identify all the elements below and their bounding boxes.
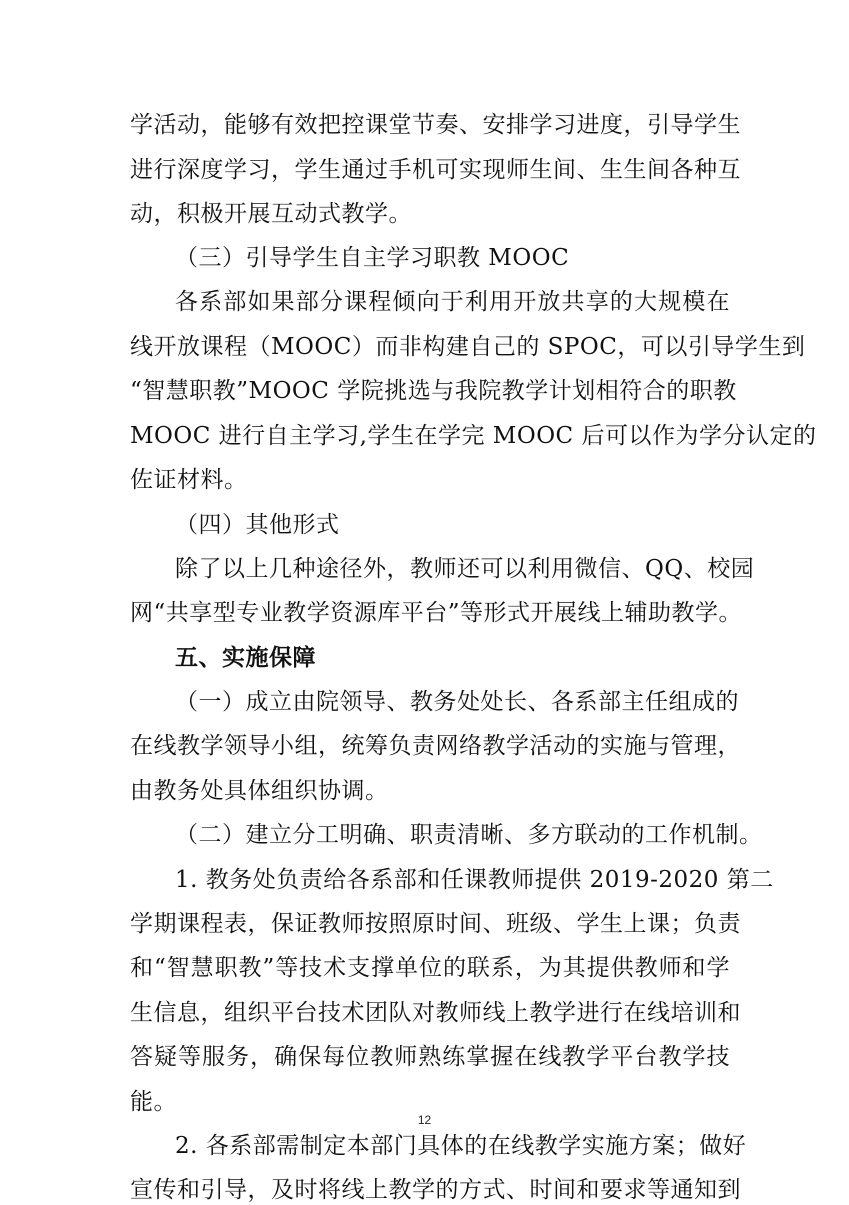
body-text-line: MOOC 进行自主学习,学生在学完 MOOC 后可以作为学分认定的 <box>130 423 817 449</box>
body-text-line: 在线教学领导小组，统筹负责网络教学活动的实施与管理， <box>130 733 741 759</box>
body-text-line: 佐证材料。 <box>130 467 248 493</box>
body-text-line: 除了以上几种途径外，教师还可以利用微信、QQ、校园 <box>175 556 755 582</box>
body-text-line: （二）建立分工明确、职责清晰、多方联动的工作机制。 <box>175 822 763 848</box>
body-text-line: 宣传和引导，及时将线上教学的方式、时间和要求等通知到 <box>130 1177 741 1203</box>
body-text-line: 进行深度学习，学生通过手机可实现师生间、生生间各种互 <box>130 157 741 183</box>
body-text-line: 生信息，组织平台技术团队对教师线上教学进行在线培训和 <box>130 1000 741 1026</box>
body-text-line: 和“智慧职教”等技术支撑单位的联系，为其提供教师和学 <box>130 955 730 981</box>
body-text-line: “智慧职教”MOOC 学院挑选与我院教学计划相符合的职教 <box>130 378 737 404</box>
section-heading: 五、实施保障 <box>175 645 316 671</box>
body-text-line: 线开放课程（MOOC）而非构建自己的 SPOC，可以引导学生到 <box>130 334 806 360</box>
body-text-line: 1. 教务处负责给各系部和任课教师提供 2019-2020 第二 <box>175 867 774 893</box>
body-text-line: （一）成立由院领导、教务处处长、各系部主任组成的 <box>175 689 739 715</box>
body-text-line: 学期课程表，保证教师按照原时间、班级、学生上课；负责 <box>130 911 741 937</box>
body-text-line: 学活动，能够有效把控课堂节奏、安排学习进度，引导学生 <box>130 112 741 138</box>
body-text-line: 2. 各系部需制定本部门具体的在线教学实施方案；做好 <box>175 1133 747 1159</box>
section-subheading: （三）引导学生自主学习职教 MOOC <box>175 245 570 271</box>
page-number: 12 <box>417 1113 432 1127</box>
body-text-line: 能。 <box>130 1089 177 1115</box>
body-text-line: 各系部如果部分课程倾向于利用开放共享的大规模在 <box>175 289 730 315</box>
section-subheading: （四）其他形式 <box>175 512 340 538</box>
body-text-line: 由教务处具体组织协调。 <box>130 778 389 804</box>
body-text-line: 动，积极开展互动式教学。 <box>130 201 412 227</box>
body-text-line: 答疑等服务，确保每位教师熟练掌握在线教学平台教学技 <box>130 1044 730 1070</box>
body-text-line: 网“共享型专业教学资源库平台”等形式开展线上辅助教学。 <box>130 600 743 626</box>
